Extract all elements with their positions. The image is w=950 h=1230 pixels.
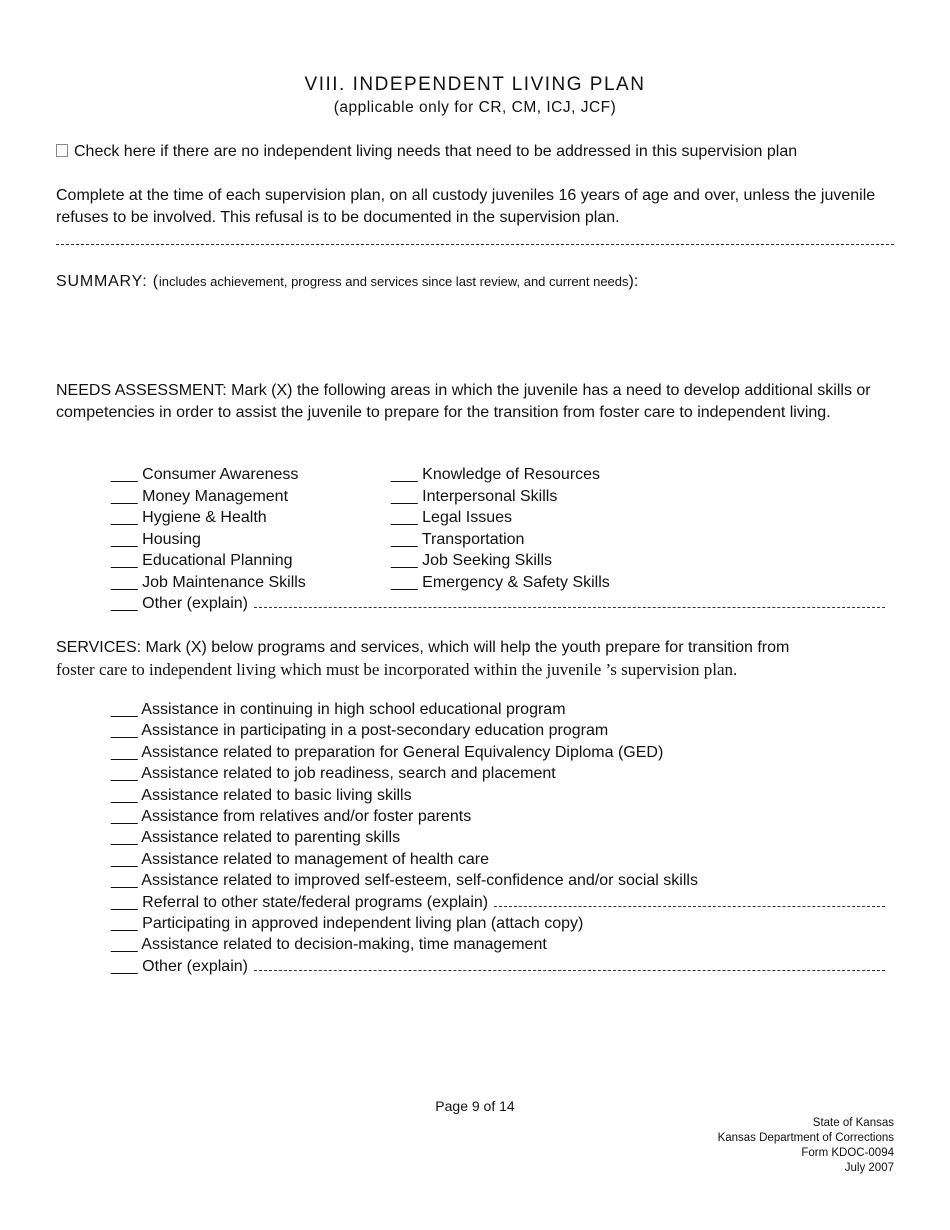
needs-left-mark-blank[interactable]: ___	[111, 573, 138, 591]
needs-right-item-label: Legal Issues	[422, 509, 512, 526]
services-mark-blank[interactable]: ___	[111, 915, 138, 932]
needs-left-mark-blank[interactable]: ___	[111, 487, 138, 505]
services-item-label: Participating in approved independent living plan (attach copy)	[142, 915, 584, 932]
services-mark-blank[interactable]: ___	[111, 893, 138, 911]
services-mark-blank[interactable]: ___	[111, 872, 138, 890]
needs-right-item-label: Transportation	[421, 530, 525, 548]
services-item-label: Assistance related to job readiness, search and placement	[141, 765, 556, 783]
needs-right-item-label: Job Seeking Skills	[422, 552, 552, 569]
services-item-label: Assistance in participating in a post-secondary education program	[141, 722, 609, 740]
services-item[interactable]	[111, 936, 547, 954]
needs-other-item[interactable]	[111, 595, 885, 613]
services-explain-line[interactable]	[494, 906, 885, 907]
no-needs-checkbox[interactable]	[56, 144, 68, 157]
services-item-label: Assistance related to basic living skills	[141, 786, 412, 804]
needs-left-item[interactable]	[111, 509, 267, 527]
services-mark-blank[interactable]: ___	[111, 743, 138, 761]
services-item-label: Assistance related to preparation for General Equivalency Diploma (GED)	[141, 743, 664, 761]
needs-right-item-label: Interpersonal Skills	[422, 487, 558, 505]
needs-left-item-label: Educational Planning	[142, 552, 293, 569]
services-item[interactable]	[111, 915, 583, 933]
services-intro-line2: foster care to independent living which must be incorporated within the juvenile ’s supervision plan.	[56, 660, 738, 679]
needs-left-item[interactable]	[111, 531, 201, 549]
needs-left-item[interactable]	[111, 552, 293, 570]
page-number: Page 9 of 14	[435, 1098, 515, 1114]
needs-left-mark-blank[interactable]: ___	[111, 509, 138, 526]
services-item-label: Assistance from relatives and/or foster parents	[141, 808, 472, 825]
needs-left-mark-blank[interactable]: ___	[111, 552, 138, 569]
needs-right-item[interactable]	[391, 552, 552, 570]
needs-right-mark-blank[interactable]: ___	[391, 509, 418, 526]
summary-label: SUMMARY: (	[56, 273, 159, 290]
needs-right-mark-blank[interactable]: ___	[391, 573, 418, 591]
services-item[interactable]	[111, 851, 489, 869]
needs-right-mark-blank[interactable]: ___	[391, 487, 418, 505]
needs-other-mark-blank[interactable]: ___	[111, 595, 138, 612]
needs-left-mark-blank[interactable]: ___	[111, 530, 138, 548]
summary-detail: includes achievement, progress and services since last review, and current needs	[158, 274, 629, 289]
needs-left-item-label: Job Maintenance Skills	[142, 573, 306, 591]
services-item-label: Assistance in continuing in high school educational program	[141, 701, 566, 718]
footer-line: Form KDOC-0094	[801, 1147, 894, 1159]
services-mark-blank[interactable]: ___	[111, 765, 138, 783]
no-needs-checkbox-row[interactable]	[56, 143, 797, 161]
services-intro	[56, 637, 896, 681]
services-item-label: Assistance related to parenting skills	[141, 829, 401, 847]
services-item[interactable]	[111, 958, 885, 976]
services-item-label: Assistance related to decision-making, time management	[141, 936, 547, 954]
services-item[interactable]	[111, 894, 885, 912]
needs-left-item-label: Consumer Awareness	[142, 466, 299, 483]
needs-right-mark-blank[interactable]: ___	[391, 530, 418, 548]
services-mark-blank[interactable]: ___	[111, 701, 138, 718]
needs-left-item[interactable]	[111, 488, 288, 506]
services-item-label: Referral to other state/federal programs (explain)	[142, 893, 489, 911]
needs-other-explain-line[interactable]	[254, 607, 885, 608]
needs-right-item[interactable]	[391, 509, 512, 527]
services-item[interactable]	[111, 872, 698, 890]
footer-line: July 2007	[844, 1162, 894, 1174]
instructions-text: Complete at the time of each supervision plan, on all custody juveniles 16 years of age and over, unless the juvenile refuses to be involved. This refusal is to be documented in the supervision plan.	[56, 187, 876, 226]
needs-left-item-label: Hygiene & Health	[142, 509, 267, 526]
needs-right-item-label: Knowledge of Resources	[422, 466, 601, 483]
page-subtitle: (applicable only for CR, CM, ICJ, JCF)	[333, 99, 617, 116]
divider-rule	[56, 244, 894, 245]
no-needs-label: Check here if there are no independent living needs that need to be addressed in this supervision plan	[74, 143, 798, 160]
services-item-label: Other (explain)	[142, 957, 248, 975]
services-mark-blank[interactable]: ___	[111, 829, 138, 847]
services-item[interactable]	[111, 765, 556, 783]
services-item-label: Assistance related to improved self-esteem, self-confidence and/or social skills	[141, 872, 698, 890]
services-item[interactable]	[111, 744, 663, 762]
services-item[interactable]	[111, 829, 400, 847]
needs-left-mark-blank[interactable]: ___	[111, 466, 138, 483]
form-footer	[718, 1116, 894, 1176]
needs-left-item-label: Housing	[142, 530, 201, 548]
services-mark-blank[interactable]: ___	[111, 936, 138, 954]
footer-line: State of Kansas	[812, 1117, 894, 1129]
needs-right-mark-blank[interactable]: ___	[391, 466, 418, 483]
needs-left-item-label: Money Management	[142, 487, 289, 505]
summary-heading	[56, 271, 896, 293]
services-mark-blank[interactable]: ___	[111, 786, 138, 804]
services-item[interactable]	[111, 722, 608, 740]
summary-end: ):	[628, 273, 639, 290]
services-item[interactable]	[111, 787, 412, 805]
services-item-label: Assistance related to management of health care	[141, 850, 490, 868]
needs-right-item[interactable]	[391, 574, 610, 592]
needs-right-item[interactable]	[391, 488, 557, 506]
needs-intro: NEEDS ASSESSMENT: Mark (X) the following areas in which the juvenile has a need to develop additional skills or competencies in order to assist the juvenile to prepare for the transition from foster care to independent living.	[56, 382, 871, 421]
needs-right-mark-blank[interactable]: ___	[391, 552, 418, 569]
needs-left-item[interactable]	[111, 574, 306, 592]
services-mark-blank[interactable]: ___	[111, 808, 138, 825]
needs-left-item[interactable]	[111, 466, 298, 484]
services-explain-line[interactable]	[254, 970, 885, 971]
services-item[interactable]	[111, 701, 566, 719]
services-mark-blank[interactable]: ___	[111, 722, 138, 740]
services-intro-line1: SERVICES: Mark (X) below programs and services, which will help the youth prepare for transition from	[56, 639, 790, 656]
services-mark-blank[interactable]: ___	[111, 850, 138, 868]
footer-line: Kansas Department of Corrections	[717, 1132, 894, 1144]
needs-right-item-label: Emergency & Safety Skills	[422, 573, 610, 591]
page-title: VIII. INDEPENDENT LIVING PLAN	[304, 74, 646, 95]
needs-right-item[interactable]	[391, 466, 600, 484]
needs-other-item-label: Other (explain)	[142, 595, 248, 612]
needs-right-item[interactable]	[391, 531, 524, 549]
services-item[interactable]	[111, 808, 471, 826]
services-mark-blank[interactable]: ___	[111, 957, 138, 975]
